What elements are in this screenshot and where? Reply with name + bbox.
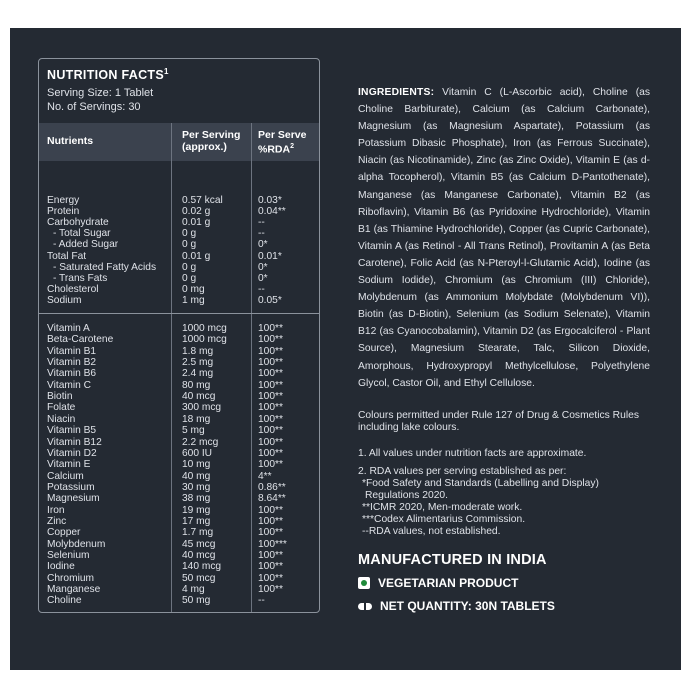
nutrient-rda: 0.04** — [258, 206, 286, 218]
nutrient-name: Protein — [47, 206, 80, 218]
nutrient-rda: -- — [258, 228, 265, 240]
nutrient-rda: 100** — [258, 413, 283, 425]
nutrient-rda: -- — [258, 595, 265, 607]
table-row — [39, 539, 319, 550]
nutrient-name: Iron — [47, 504, 65, 516]
nutrient-name: Vitamin B12 — [47, 436, 102, 448]
ingredients-text: INGREDIENTS: Vitamin C (L-Ascorbic acid), Choline (as Choline Barbiturate), Calcium (as Calcium Carbonate), Magnesium (as Magnesium Aspartate), Potassium (as Potassium Dibasic Phosphate), Iron (as Ferrous Succinate), Niacin (as Nicotinamide), Zinc (as Zinc Oxide), Vitamin E (as d-alpha Tocopherol), Vitamin B5 (as Calcium D-Pantothenate), Manganese (as Manganese Carbonate), Vitamin B2 (as Riboflavin), Vitamin B6 (as Pyridoxine Hydrochloride), Vitamin B1 (as Thiamine Hydrochloride), Copper (as Cupric Carbonate), Vitamin A (as Retinol - All Trans Retinol), Provitamin A (as Beta Carotene), Folic Acid (as N-Pteroyl-l-Glutamic Acid), Iodine (as Sodium Iodide), Chromium (as Chromium (III) Chloride), Molybdenum (as Ammonium Molybdate (Molybdenum VI)), Biotin (as D-Biotin), Selenium (as Sodium Selenate), Vitamin B12 (as Cyanocobalamin), Vitamin D2 (as Ergocalciferol - Plant Source), Magnesium Stearate, Talc, Silicon Dioxide, Amorphous, Hydroxypropyl Methylcellulose, Polyethylene Glycol, Castor Oil, and Ethyl Cellulose. — [358, 87, 650, 389]
nutrient-rda: 100** — [258, 436, 283, 448]
table-row — [39, 505, 319, 516]
nutrient-name: Selenium — [47, 550, 90, 561]
nutrient-name: - Saturated Fatty Acids — [53, 261, 157, 273]
nutrient-rda: 0* — [258, 272, 268, 284]
serving-size: Serving Size: 1 Tablet — [47, 87, 154, 99]
nutrient-amount: 50 mg — [182, 595, 211, 607]
table-row — [39, 550, 319, 561]
nutrient-name: Carbohydrate — [47, 217, 109, 229]
nutrient-name: Vitamin B5 — [47, 425, 97, 437]
table-row — [39, 334, 319, 345]
nutrient-amount: 0 g — [182, 261, 197, 273]
nutrient-rda: 100** — [258, 447, 283, 459]
nutrient-rda: 100** — [258, 323, 283, 334]
table-row — [39, 482, 319, 493]
nutrient-amount: 40 mcg — [182, 550, 216, 561]
nutrient-name: Biotin — [47, 391, 73, 403]
nutrient-amount: 300 mcg — [182, 402, 222, 414]
table-row — [39, 573, 319, 584]
nutrient-rda: 0* — [258, 261, 268, 273]
table-row — [39, 206, 319, 217]
manufactured-in-india: MANUFACTURED IN INDIA — [358, 552, 547, 568]
nutrient-name: Vitamin B6 — [47, 368, 97, 380]
nutrient-name: Calcium — [47, 470, 84, 482]
nutrient-amount: 1.7 mg — [182, 527, 214, 539]
table-row — [39, 425, 319, 436]
nutrient-amount: 140 mcg — [182, 561, 222, 573]
nutrient-amount: 19 mg — [182, 504, 211, 516]
nutrient-amount: 38 mg — [182, 493, 211, 505]
nutrient-amount: 1.8 mg — [182, 345, 214, 357]
nutrient-name: Vitamin B1 — [47, 345, 97, 357]
nutrient-amount: 0.01 g — [182, 217, 211, 229]
nutrient-amount: 600 IU — [182, 447, 213, 459]
table-row — [39, 595, 319, 606]
nutrient-amount: 18 mg — [182, 413, 211, 425]
header-per-serving: Per Serving (approx.) — [182, 129, 241, 153]
nutrient-rda: 100** — [258, 391, 283, 403]
nutrient-rda: 100** — [258, 334, 283, 346]
nutrient-name: Sodium — [47, 294, 82, 306]
nutrient-rda: 100** — [258, 527, 283, 539]
nutrient-rda: 100** — [258, 402, 283, 414]
nutrient-name: Folate — [47, 402, 76, 414]
note-2: 2. RDA values per serving established as per: — [358, 466, 567, 477]
note-codex: ***Codex Alimentarius Commission. — [362, 514, 526, 525]
table-row — [39, 195, 319, 206]
net-quantity-label: NET QUANTITY: 30N TABLETS — [380, 599, 555, 613]
nutrient-amount: 1000 mcg — [182, 323, 227, 334]
table-row — [39, 295, 319, 306]
nutrient-rda: 0* — [258, 239, 268, 251]
nutrient-rda: 100** — [258, 584, 283, 596]
nutrient-name: Iodine — [47, 561, 75, 573]
nutrient-rda: 100** — [258, 572, 283, 584]
nutrient-amount: 17 mg — [182, 515, 211, 527]
vegetarian-icon — [358, 577, 370, 589]
header-rda: Per Serve %RDA$^2$ — [258, 129, 307, 156]
note-icmr: **ICMR 2020, Men-moderate work. — [362, 502, 523, 513]
nutrient-amount: 0.01 g — [182, 250, 211, 262]
table-row — [39, 251, 319, 262]
nutrient-amount: 2.4 mg — [182, 368, 214, 380]
nutrient-rda: 100** — [258, 425, 283, 437]
nutrient-amount: 5 mg — [182, 425, 205, 437]
nutrient-rda: 100** — [258, 550, 283, 561]
table-row — [39, 228, 319, 239]
nutrient-rda: 0.03* — [258, 195, 282, 206]
nutrient-name: Cholesterol — [47, 283, 99, 295]
nutrient-rda: 0.01* — [258, 250, 282, 262]
nutrient-rda: 100** — [258, 561, 283, 573]
nutrient-amount: 0 g — [182, 228, 197, 240]
table-row — [39, 516, 319, 527]
nutrient-amount: 1000 mcg — [182, 334, 227, 346]
nutrient-amount: 45 mcg — [182, 538, 216, 550]
table-row — [39, 323, 319, 334]
nutrient-amount: 0 g — [182, 272, 197, 284]
nutrient-name: - Added Sugar — [53, 239, 119, 251]
nutrient-name: Niacin — [47, 413, 76, 425]
nutrient-amount: 40 mcg — [182, 391, 216, 403]
note-fssai-cont: Regulations 2020. — [365, 490, 449, 501]
nutrient-name: - Trans Fats — [53, 272, 108, 284]
vegetarian-line — [358, 576, 518, 590]
nutrient-name: Choline — [47, 595, 82, 607]
table-row — [39, 402, 319, 413]
nutrient-rda: 100** — [258, 357, 283, 369]
table-row — [39, 284, 319, 295]
nutrient-rda: 8.64** — [258, 493, 286, 505]
table-row — [39, 380, 319, 391]
nutrient-rda: 0.05* — [258, 294, 282, 306]
tablet-icon — [358, 603, 372, 610]
nutrient-name: Zinc — [47, 515, 67, 527]
table-row — [39, 437, 319, 448]
table-row — [39, 273, 319, 284]
nutrient-rda: -- — [258, 217, 265, 229]
nutrient-amount: 4 mg — [182, 584, 205, 596]
table-row — [39, 414, 319, 425]
nutrient-rda: 4** — [258, 470, 272, 482]
vegetarian-label: VEGETARIAN PRODUCT — [378, 576, 519, 590]
table-row — [39, 357, 319, 368]
table-row — [39, 448, 319, 459]
nutrient-name: Copper — [47, 527, 81, 539]
table-row — [39, 239, 319, 250]
nutrient-name: - Total Sugar — [53, 228, 111, 240]
nutrient-amount: 1 mg — [182, 294, 205, 306]
nutrient-name: Beta-Carotene — [47, 334, 114, 346]
nutrient-amount: 50 mcg — [182, 572, 216, 584]
nutrient-name: Molybdenum — [47, 538, 106, 550]
nutrient-amount: 0 g — [182, 239, 197, 251]
nutrient-name: Energy — [47, 195, 80, 206]
table-row — [39, 493, 319, 504]
table-row — [39, 471, 319, 482]
nutrient-name: Vitamin D2 — [47, 447, 97, 459]
nutrient-rda: 100** — [258, 379, 283, 391]
nutrient-name: Chromium — [47, 572, 94, 584]
nutrient-amount: 30 mg — [182, 481, 211, 493]
table-row — [39, 561, 319, 572]
nutrient-rda: 100** — [258, 459, 283, 471]
note-1: 1. All values under nutrition facts are approximate. — [358, 448, 587, 459]
nutrient-name: Vitamin B2 — [47, 357, 97, 369]
nutrient-rda: -- — [258, 283, 265, 295]
note-rda-na: --RDA values, not established. — [362, 526, 501, 537]
table-row — [39, 459, 319, 470]
nutrient-amount: 2.2 mcg — [182, 436, 219, 448]
nutrient-amount: 10 mg — [182, 459, 211, 471]
header-nutrients: Nutrients — [47, 135, 94, 147]
table-row — [39, 391, 319, 402]
table-row — [39, 217, 319, 228]
table-header — [39, 123, 319, 161]
nutrient-name: Potassium — [47, 481, 95, 493]
nutrient-name: Magnesium — [47, 493, 100, 505]
table-row — [39, 527, 319, 538]
nutrient-amount: 2.5 mg — [182, 357, 214, 369]
nutrient-rda: 0.86** — [258, 481, 286, 493]
net-quantity-line — [358, 599, 555, 613]
nutrient-amount: 40 mg — [182, 470, 211, 482]
colours-note: Colours permitted under Rule 127 of Drug & Cosmetics Rules including lake colours. — [358, 410, 640, 434]
nutrient-amount: 0.57 kcal — [182, 195, 223, 206]
nutrient-rda: 100** — [258, 368, 283, 380]
nutrient-rda: 100** — [258, 345, 283, 357]
nutrient-rda: 100** — [258, 504, 283, 516]
table-row — [39, 368, 319, 379]
note-fssai: *Food Safety and Standards (Labelling and Display) — [362, 478, 599, 489]
table-row — [39, 584, 319, 595]
nutrient-amount: 0 mg — [182, 283, 205, 295]
nutrient-name: Vitamin C — [47, 379, 91, 391]
nutrient-name: Vitamin E — [47, 459, 91, 471]
nutrient-name: Total Fat — [47, 250, 87, 262]
table-row — [39, 262, 319, 273]
nutrient-name: Manganese — [47, 584, 101, 596]
nutrient-amount: 80 mg — [182, 379, 211, 391]
table-row — [39, 346, 319, 357]
nutrient-rda: 100*** — [258, 538, 287, 550]
nutrient-amount: 0.02 g — [182, 206, 211, 218]
nutrition-facts-title: NUTRITION FACTS$^1$ — [47, 67, 169, 83]
nutrient-rda: 100** — [258, 515, 283, 527]
nutrient-name: Vitamin A — [47, 323, 90, 334]
group-divider — [39, 313, 319, 314]
servings-count: No. of Servings: 30 — [47, 101, 141, 113]
nutrition-facts-table — [38, 58, 320, 613]
